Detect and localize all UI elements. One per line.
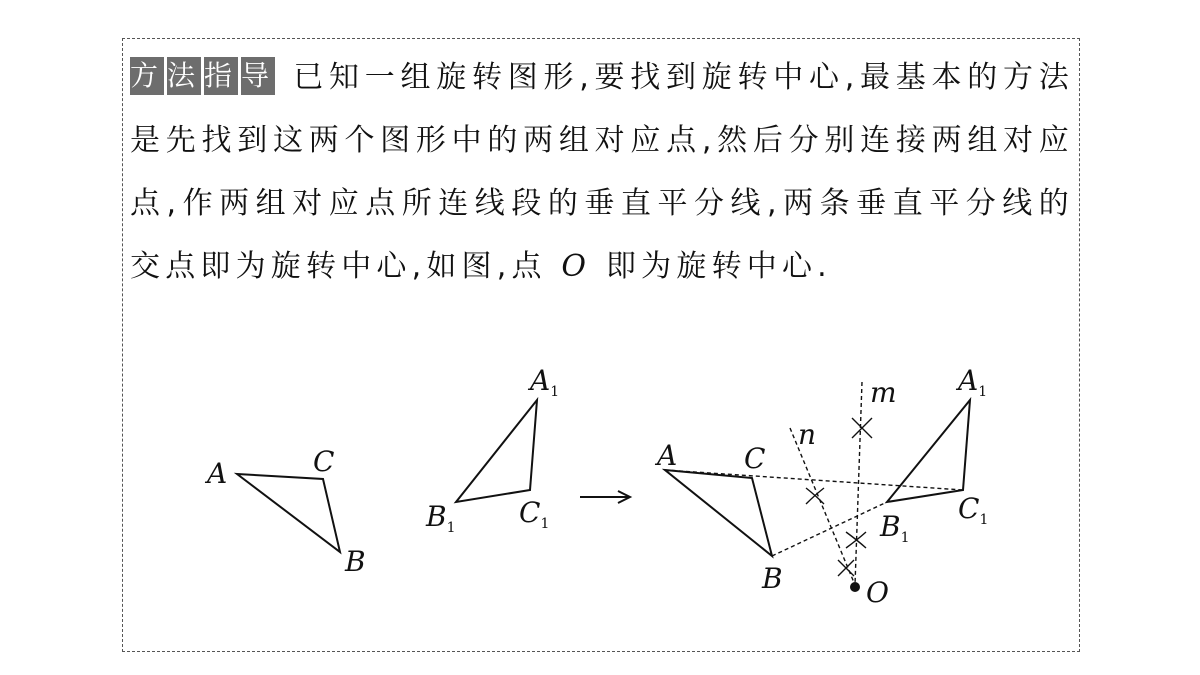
- triangle-abc: [237, 474, 340, 552]
- point-o: [850, 582, 860, 592]
- label-a: A: [207, 457, 228, 490]
- point-o-label: O: [561, 249, 592, 284]
- label-c1-right: $C_1$: [958, 492, 989, 528]
- arc-mark: [852, 418, 872, 438]
- label-c: C: [313, 445, 335, 478]
- label-m: m: [870, 376, 897, 409]
- label-o: O: [866, 576, 889, 609]
- label-c-right: C: [744, 442, 766, 475]
- paragraph-part1: 已知一组旋转图形,要找到旋转中心,最基本的方法是先找到这两个图形中的两组对应点,然后分别连接两组对应点,作两组对应点所连线段的垂直平分线,两条垂直平分线的交点即为旋转中心,如图,点: [130, 60, 1074, 284]
- triangle-a1b1c1: [456, 400, 537, 502]
- label-b-right: B: [762, 562, 783, 595]
- segment-bb1: [772, 502, 887, 556]
- line-n: [790, 428, 855, 585]
- tag-char: 法: [167, 57, 201, 95]
- tag-char: 指: [204, 57, 238, 95]
- label-a-right: A: [657, 439, 678, 472]
- triangle-a1b1c1-right: [887, 400, 970, 502]
- triangle-abc-right: [665, 470, 772, 556]
- label-n: n: [798, 418, 817, 451]
- label-b: B: [345, 545, 366, 578]
- label-b1: $B_1$: [426, 500, 456, 536]
- label-a1-right: $A_1$: [958, 364, 988, 400]
- arc-mark: [806, 488, 824, 504]
- tag-char: 方: [130, 57, 164, 95]
- arc-mark: [838, 560, 854, 576]
- label-a1: $A_1$: [530, 364, 560, 400]
- label-c1: $C_1$: [519, 496, 550, 532]
- paragraph-part2: 即为旋转中心.: [605, 249, 832, 284]
- label-b1-right: $B_1$: [880, 510, 910, 546]
- tag-char: 导: [241, 57, 275, 95]
